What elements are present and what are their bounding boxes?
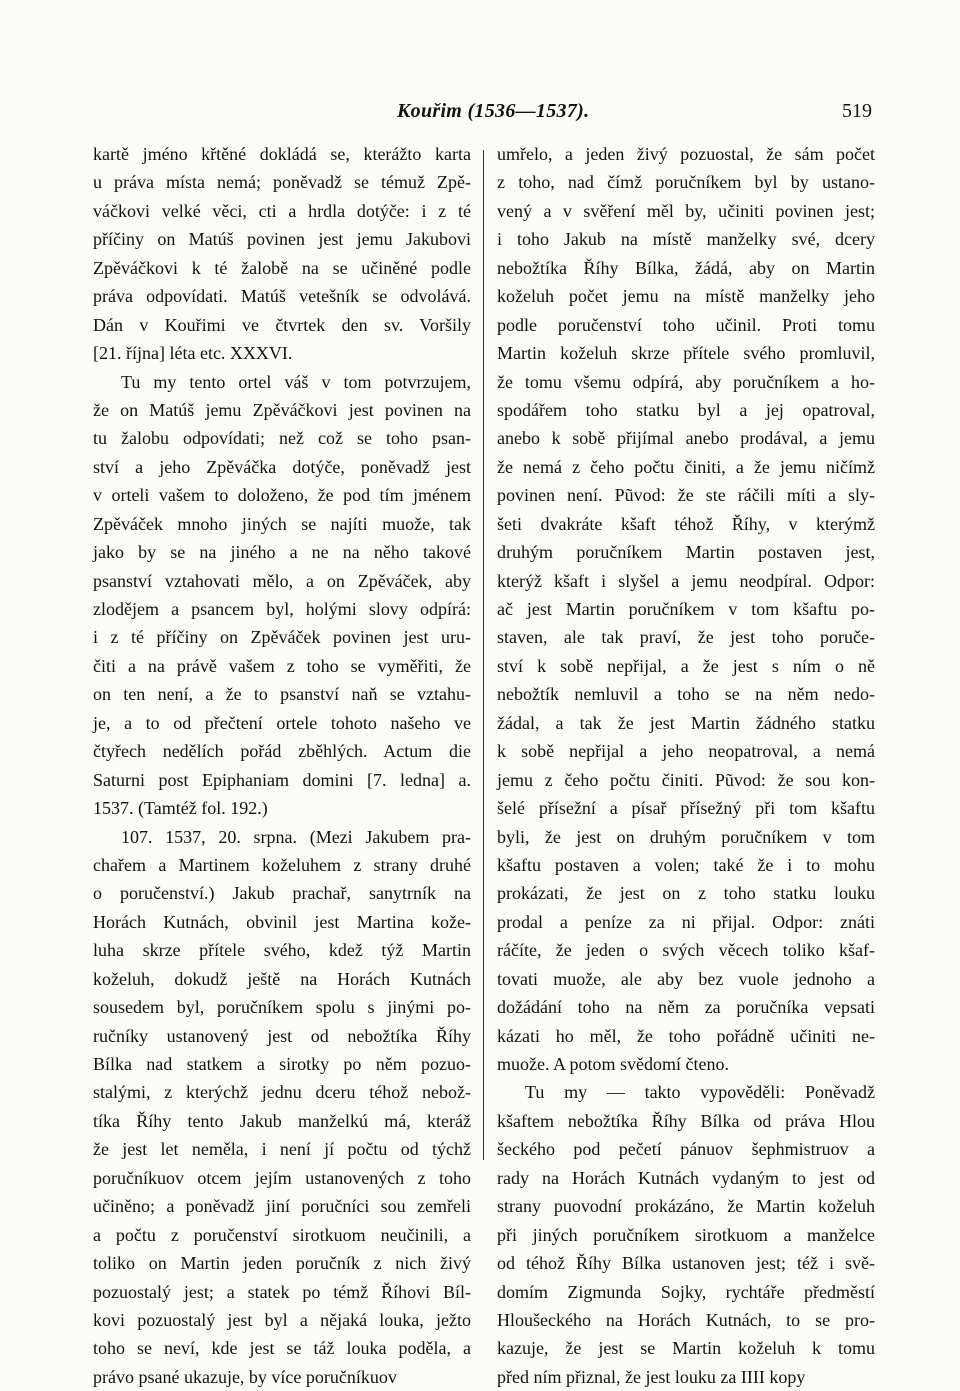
text-line: zlodějem a psancem byl, holými slovy odpírá:	[93, 599, 471, 619]
text-line: Tu my — takto vypověděli: Poněvadž	[525, 1082, 875, 1103]
text-line: od téhož Říhy Bílka ustanoven jest; též i svě-	[497, 1253, 875, 1274]
text-line: čiti a na právě vašem z toho se vyměřiti, že	[93, 655, 471, 676]
text-line: šeckého pod pečetí pánuov šephmistruov a	[497, 1139, 875, 1160]
text-line: ručníky ustanovený jest od nebožtíka Říhy	[93, 1025, 471, 1046]
text-line: Bílka nad statkem a sirotky po něm pozuo-	[93, 1054, 471, 1074]
text-line: nebožtík nemluvil a toho se na něm nedo-	[497, 684, 875, 705]
text-line: při jiných poručníkem sirotkuom a manželce	[497, 1224, 875, 1245]
text-line: Dán v Kouřimi ve čtvrtek den sv. Voršily	[93, 314, 471, 335]
text-line: povinen není. Pũvod: že ste ráčili míti a sly-	[497, 485, 875, 506]
text-line: kšaftu postaven a volen; také že i to mohu	[497, 854, 875, 875]
text-line: 1537. (Tamtéž fol. 192.)	[93, 798, 268, 819]
text-line: je, a to od přečtení ortele tohoto našeho ve	[93, 712, 471, 733]
text-line: kterýž kšaft i slyšel a jemu neodpíral. Odpor:	[497, 570, 875, 591]
text-line: toho se neví, kde jest se táž louka poděla, a	[93, 1338, 471, 1359]
text-line: koželuh, dokudž ještě na Horách Kutnách	[93, 968, 471, 989]
text-line: druhým poručníkem Martin postaven jest,	[497, 542, 875, 563]
text-line: ač jest Martin poručníkem v tom kšaftu po-	[497, 599, 875, 619]
text-line: žádal, a tak že jest Martin žádného statku	[497, 712, 875, 733]
text-line: příčiny on Matúš povinen jest jemu Jakubovi	[93, 229, 471, 250]
text-line: ráčíte, že jeden o svých věcech toliko kšaf-	[497, 940, 875, 961]
running-title: Kouřim (1536—1537).	[397, 100, 590, 122]
text-line: staven, ale tak praví, že jest toho poruče-	[497, 627, 875, 648]
text-line: byli, že jest on druhým poručníkem v tom	[497, 826, 875, 847]
text-line: kázati ho měl, že toho pořádně učiniti ne-	[497, 1025, 875, 1046]
text-line: k sobě nepřijal a jeho neopatroval, a nemá	[497, 741, 875, 762]
text-line: o poručenství.) Jakub prachař, sanytrník na	[93, 883, 471, 904]
text-line: 107. 1537, 20. srpna. (Mezi Jakubem pra-	[121, 826, 471, 847]
text-line: právo psané ukazuje, by více poručníkuov	[93, 1366, 397, 1387]
text-line: a počtu z poručenství sirotkuom neučinili, a	[93, 1224, 471, 1245]
text-line: tovati muože, ale aby bez vuole jednoho a	[497, 968, 875, 989]
text-line: váčkovi velké věci, cti a hrdla dotýče: i z té	[93, 200, 471, 221]
text-line: šelé přísežní a písař přísežný při tom kšaftu	[497, 798, 875, 819]
text-line: Tu my tento ortel váš v tom potvrzujem,	[121, 371, 471, 392]
text-line: umřelo, a jeden živý pozuostal, že sám počet	[497, 144, 875, 164]
text-line: spodářem toho statku byl a jej opatroval,	[497, 399, 875, 420]
text-line: před ním přiznal, že jest louku za IIII kopy	[497, 1366, 806, 1387]
text-line: že jest let neměla, i není jí počtu od týchž	[93, 1139, 471, 1160]
text-line: ství a jeho Zpěváčka dotýče, poněvadž jest	[93, 456, 471, 477]
running-header	[0, 100, 960, 130]
text-line: ství k sobě nepřijal, a že jest s ním o ně	[497, 655, 875, 676]
text-line: Zpěváčkovi k té žalobě na se učiněné podle	[93, 257, 471, 278]
text-line: vený a v svěření měl by, učiniti povinen jest;	[497, 200, 875, 221]
text-line: tu žalobu odpovídati; než což se toho psan-	[93, 428, 471, 449]
text-line: u práva místa nemá; poněvadž se témuž Zpě-	[93, 172, 471, 193]
text-line: i toho Jakub na místě manželky své, dcery	[497, 229, 875, 250]
text-line: kazuje, že jest se Martin koželuh k tomu	[497, 1338, 875, 1359]
text-line: že nemá z čeho počtu činiti, a že jemu ničímž	[497, 456, 875, 477]
text-line: tíka Říhy tento Jakub manželkú má, kteráž	[93, 1110, 471, 1131]
text-line: domím Zigmunda Sojky, rychtáře předměstí	[497, 1281, 875, 1302]
text-line: koželuh počet jemu na místě manželky jeho	[497, 286, 875, 307]
text-line: jako by se na jiného a ne na něho takové	[93, 542, 471, 563]
text-line: že on Matúš jemu Zpěváčkovi jest povinen na	[93, 399, 471, 420]
text-line: Hloušeckého na Horách Kutnách, to se pro-	[497, 1309, 875, 1330]
text-line: chařem a Martinem koželuhem z strany druhé	[93, 854, 471, 875]
text-line: čtyřech nedělích pořád zběhlých. Actum die	[93, 741, 471, 762]
text-line: dožádání toho na něm za poručníka vepsati	[497, 997, 875, 1018]
left-text-column	[93, 140, 471, 1391]
text-line: šeti dvakráte kšaft téhož Říhy, v kterýmž	[497, 513, 875, 534]
text-line: v orteli vašem to doloženo, že pod tím jménem	[93, 485, 471, 506]
text-line: stalými, z kterýchž jednu dceru téhož nebož-	[93, 1082, 471, 1103]
text-line: podle poručenství toho učinil. Proti tomu	[497, 314, 875, 335]
text-line: práva odpovídati. Matúš vetešník se odvolává.	[93, 286, 471, 307]
text-line: poručníkuov otcem jejím ustanovených z toho	[93, 1167, 471, 1188]
text-line: nebožtíka Říhy Bílka, žádá, aby on Martin	[497, 257, 875, 278]
page-number: 519	[842, 100, 872, 122]
text-line: [21. října] léta etc. XXXVI.	[93, 343, 293, 364]
text-line: on ten není, a že to psanství naň se vztahu-	[93, 684, 471, 705]
text-line: sousedem byl, poručníkem spolu s jinými po-	[93, 997, 471, 1018]
text-line: učiněno; a poněvadž jiní poručníci sou zemřeli	[93, 1196, 471, 1217]
text-line: jemu z čeho počtu činiti. Pũvod: že sou kon-	[497, 769, 875, 790]
right-text-column	[497, 140, 875, 1391]
text-line: Zpěváček mnoho jiných se najíti muože, tak	[93, 513, 471, 534]
text-line: prokázati, že jest on z toho statku louku	[497, 883, 875, 904]
text-line: strany puovodní prokázáno, že Martin koželuh	[497, 1196, 875, 1217]
text-line: kartě jméno křtěné dokládá se, kterážto karta	[93, 144, 471, 164]
text-line: kovi pozuostalý jest byl a nějaká louka, ježto	[93, 1309, 471, 1330]
text-line: z toho, nad čímž poručníkem byl by ustano-	[497, 172, 875, 193]
text-line: muože. A potom svědomí čteno.	[497, 1054, 729, 1074]
text-line: luha skrze přítele svého, kdež týž Martin	[93, 940, 471, 961]
column-divider	[483, 150, 484, 1160]
text-line: rady na Horách Kutnách vydaným to jest od	[497, 1167, 875, 1188]
text-line: kšaftem nebožtíka Říhy Bílka od práva Hlou	[497, 1110, 875, 1131]
text-line: toliko on Martin jeden poručník z nich živý	[93, 1253, 471, 1274]
text-line: i z té příčiny on Zpěváček povinen jest uru-	[93, 627, 471, 648]
text-line: prodal a peníze za ni přijal. Odpor: znáti	[497, 911, 875, 932]
text-line: anebo k sobě přijímal anebo prodával, a jemu	[497, 428, 875, 449]
text-line: pozuostalý jest; a statek po témž Říhovi Bíl-	[93, 1281, 471, 1302]
text-line: psanství vztahovati mělo, a on Zpěváček, aby	[93, 570, 471, 591]
text-line: Martin koželuh skrze přítele svého promluvil,	[497, 343, 875, 364]
text-line: Horách Kutnách, obvinil jest Martina kože-	[93, 911, 471, 932]
text-line: Saturni post Epiphaniam domini [7. ledna] a.	[93, 769, 471, 790]
text-line: že tomu všemu odpírá, aby poručníkem a ho-	[497, 371, 875, 392]
